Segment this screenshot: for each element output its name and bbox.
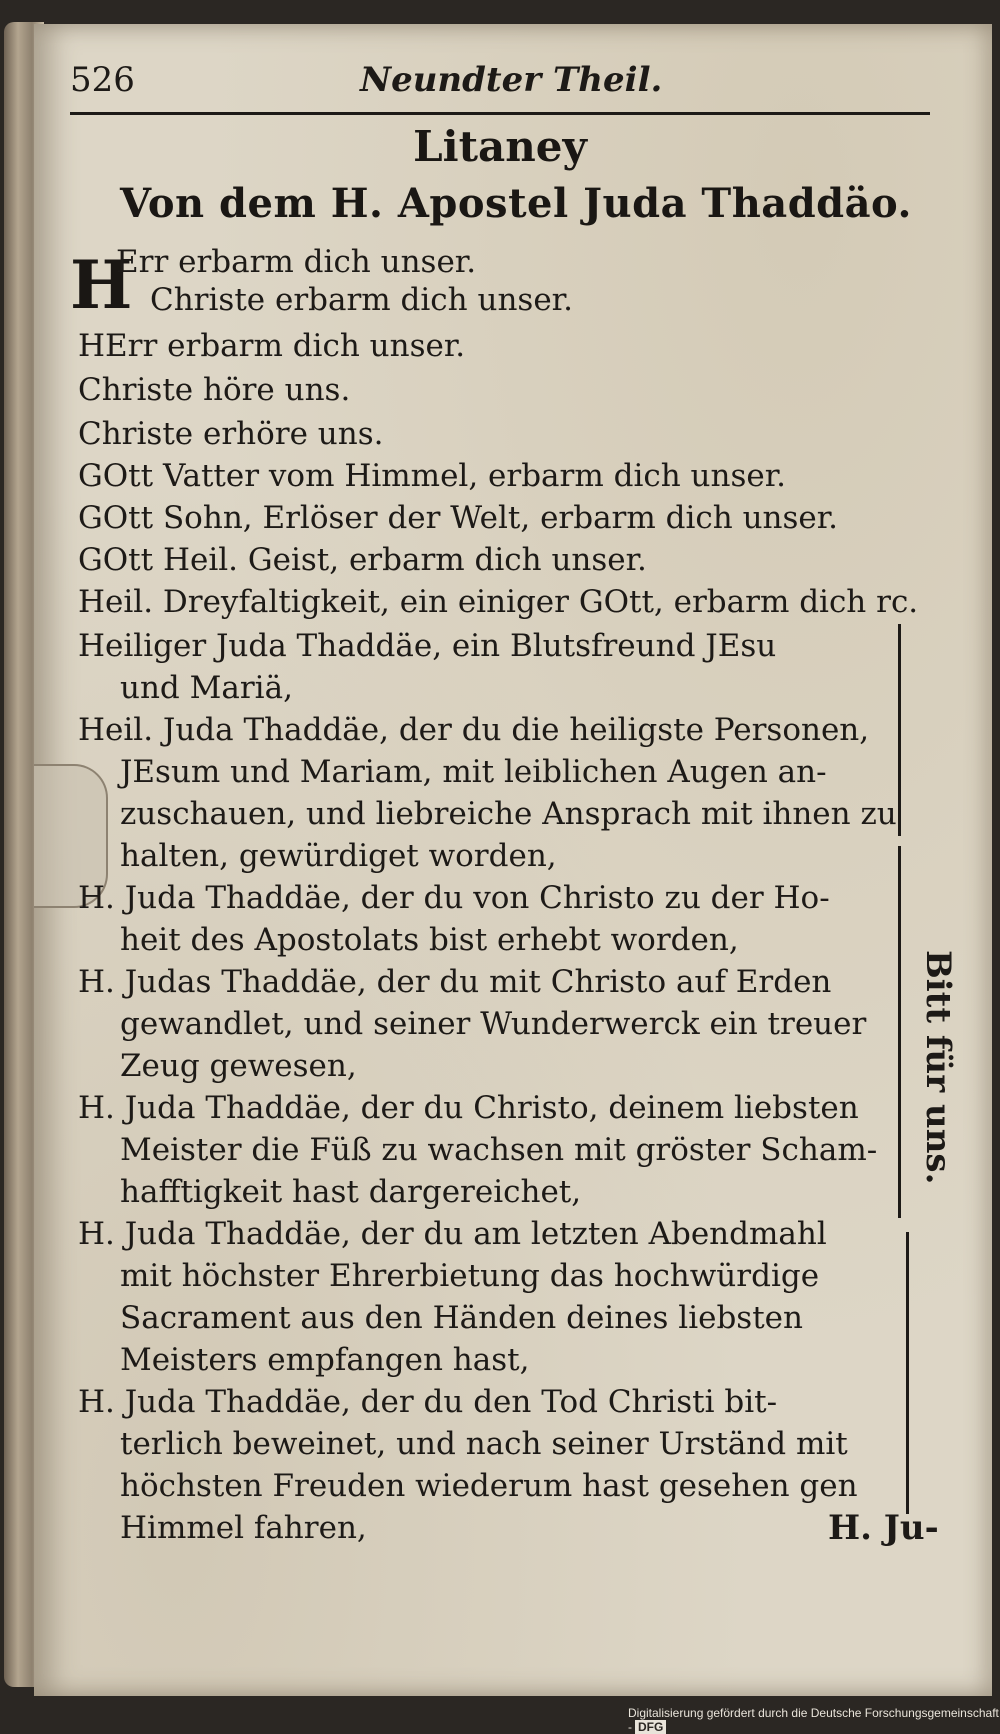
opening-line: GOtt Heil. Geist, erbarm dich unser. — [78, 542, 647, 578]
invocation-line: und Mariä, — [120, 670, 293, 706]
invocation-line: mit höchster Ehrerbietung das hochwürdige — [120, 1258, 820, 1294]
catchword: H. Ju- — [828, 1508, 939, 1548]
opening-line: Err erbarm dich unser. — [116, 244, 477, 280]
response-bitt-fuer-uns: Bitt für uns. — [918, 950, 958, 1185]
invocation-line: JEsum und Mariam, mit leiblichen Augen an- — [120, 754, 827, 790]
title-litany: Litaney — [413, 122, 587, 171]
page-number: 526 — [70, 60, 135, 100]
invocation-line: Meister die Füß zu wachsen mit gröster Scham- — [120, 1132, 878, 1168]
opening-line: Christe erbarm dich unser. — [150, 282, 573, 318]
drop-capital: H — [70, 246, 133, 324]
invocation-line: terlich beweinet, und nach seiner Urständ mit — [120, 1426, 848, 1462]
invocation-line: H. Juda Thaddäe, der du Christo, deinem liebsten — [78, 1090, 859, 1126]
opening-line: HErr erbarm dich unser. — [78, 328, 466, 364]
invocation-line: H. Juda Thaddäe, der du den Tod Christi bit- — [78, 1384, 778, 1420]
page-header — [70, 60, 930, 100]
invocation-line: heit des Apostolats bist erhebt worden, — [120, 922, 739, 958]
invocation-line: gewandlet, und seiner Wunderwerck ein treuer — [120, 1006, 867, 1042]
opening-line: GOtt Vatter vom Himmel, erbarm dich unser. — [78, 458, 786, 494]
invocation-line: höchsten Freuden wiederum hast gesehen gen — [120, 1468, 858, 1504]
bracket-line — [898, 624, 901, 836]
opening-line: Christe erhöre uns. — [78, 416, 384, 452]
bracket-line — [906, 1232, 909, 1514]
invocation-line: zuschauen, und liebreiche Ansprach mit ihnen zu — [120, 796, 897, 832]
invocation-line: Heiliger Juda Thaddäe, ein Blutsfreund JEsu — [78, 628, 777, 664]
invocation-line: H. Juda Thaddäe, der du am letzten Abendmahl — [78, 1216, 827, 1252]
opening-line: GOtt Sohn, Erlöser der Welt, erbarm dich unser. — [78, 500, 839, 536]
bracket-line — [898, 846, 901, 1218]
opening-line: Heil. Dreyfaltigkeit, ein einiger GOtt, erbarm dich rc. — [78, 584, 919, 620]
header-rule — [70, 112, 930, 115]
opening-line: Christe höre uns. — [78, 372, 351, 408]
credit-text: Digitalisierung gefördert durch die Deutsche Forschungsgemeinschaft - — [628, 1706, 999, 1734]
invocation-line: halten, gewürdiget worden, — [120, 838, 557, 874]
invocation-line: Heil. Juda Thaddäe, der du die heiligste Personen, — [78, 712, 870, 748]
title-subject: Von dem H. Apostel Juda Thaddäo. — [120, 180, 912, 227]
digitization-credit — [628, 1706, 1000, 1734]
dfg-logo: DFG — [635, 1720, 666, 1734]
invocation-line: Meisters empfangen hast, — [120, 1342, 530, 1378]
invocation-line: Zeug gewesen, — [120, 1048, 357, 1084]
invocation-line: hafftigkeit hast dargereichet, — [120, 1174, 582, 1210]
invocation-line: Sacrament aus den Händen deines liebsten — [120, 1300, 803, 1336]
invocation-line: Himmel fahren, — [120, 1510, 367, 1546]
running-head: Neundter Theil. — [360, 60, 663, 100]
invocation-line: H. Juda Thaddäe, der du von Christo zu der Ho- — [78, 880, 830, 916]
invocation-line: H. Judas Thaddäe, der du mit Christo auf Erden — [78, 964, 832, 1000]
